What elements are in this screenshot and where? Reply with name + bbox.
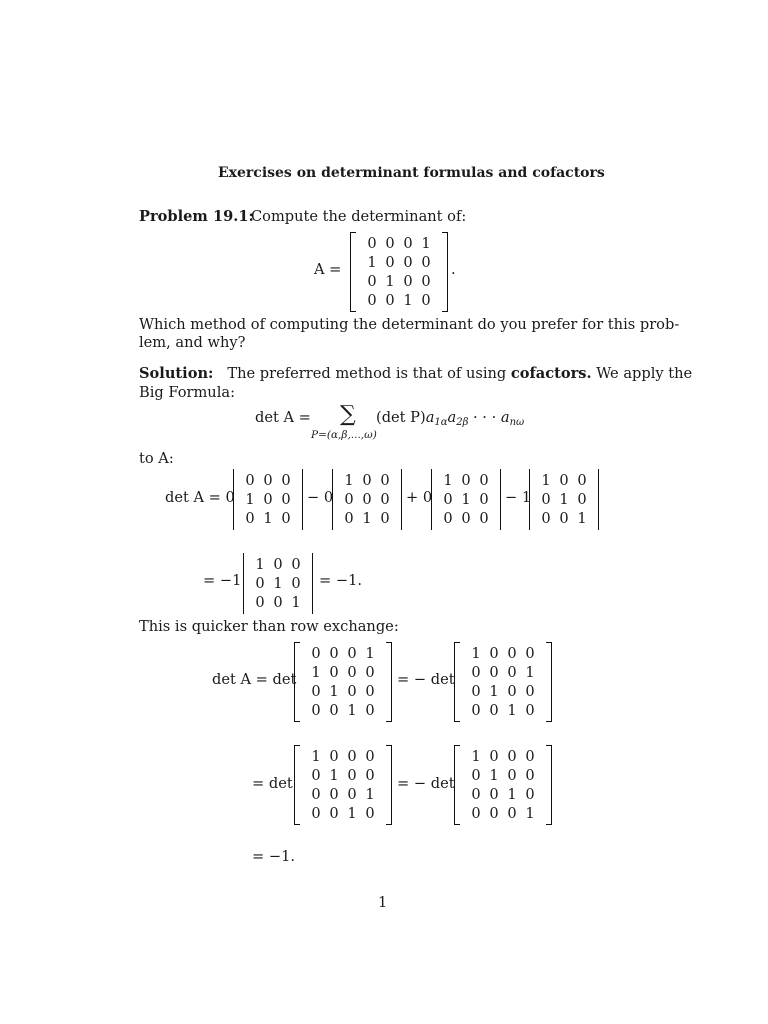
right-delimiter — [500, 469, 501, 530]
big-formula-lhs: det A = — [255, 409, 311, 426]
matrix-row — [340, 490, 394, 509]
matrix-grid — [300, 745, 386, 825]
matrix-cell: 0 — [365, 805, 375, 822]
matrix-cell: 1 — [471, 645, 481, 662]
matrix-cell: 1 — [263, 510, 273, 527]
matrix-grid — [460, 642, 546, 722]
matrix-row — [307, 701, 379, 720]
matrix-cell: 0 — [281, 510, 291, 527]
matrix-cell: 1 — [577, 510, 587, 527]
matrix-cell: 0 — [507, 645, 517, 662]
big-formula-term — [376, 411, 524, 426]
question-line-1: Which method of computing the determinant do you prefer for this prob- — [139, 316, 680, 333]
matrix-cell: 1 — [471, 748, 481, 765]
matrix-cell: 0 — [347, 748, 357, 765]
matrix-cell: 0 — [421, 292, 431, 309]
matrix-cell: 1 — [385, 273, 395, 290]
matrix-cell: 0 — [367, 273, 377, 290]
matrix-cell: 0 — [489, 664, 499, 681]
matrix-cell: 0 — [263, 491, 273, 508]
matrix-cell: 0 — [403, 273, 413, 290]
row-exchange-op-2: = − det — [397, 775, 455, 792]
matrix-cell: 0 — [471, 702, 481, 719]
term-an: a — [500, 409, 510, 426]
term-det: (det P) — [376, 409, 426, 426]
matrix-row — [340, 471, 394, 490]
expansion-lhs: det A = 0 — [165, 489, 235, 506]
matrix-grid — [333, 469, 401, 530]
matrix-row — [467, 644, 539, 663]
matrix-cell: 0 — [507, 664, 517, 681]
matrix-grid — [234, 469, 302, 530]
solution-text-bold: cofactors. — [510, 365, 592, 382]
matrix-row — [251, 593, 305, 612]
matrix-row — [251, 555, 305, 574]
page-number: 1 — [378, 894, 388, 911]
matrix-cell: 0 — [347, 683, 357, 700]
matrix-cell: 0 — [263, 472, 273, 489]
matrix-grid — [300, 642, 386, 722]
matrix-cell: 0 — [577, 472, 587, 489]
matrix-cell: 0 — [461, 472, 471, 489]
matrix-cell: 0 — [421, 273, 431, 290]
matrix-cell: 1 — [255, 556, 265, 573]
matrix-row — [363, 253, 435, 272]
problem-label: Problem 19.1: — [139, 208, 254, 225]
sum-index: P=(α,β,...,ω) — [311, 429, 377, 441]
matrix-row — [307, 766, 379, 785]
result-rhs: = −1. — [319, 572, 363, 589]
matrix-cell: 0 — [311, 645, 321, 662]
matrix-grid — [460, 745, 546, 825]
matrix-cell: 0 — [362, 491, 372, 508]
solution-text-pre: The preferred method is that of using — [227, 365, 511, 382]
solution-text-post: We apply the — [591, 365, 693, 382]
row-exchange-op-1: = − det — [397, 671, 455, 688]
matrix-cell: 0 — [507, 805, 517, 822]
matrix-cell: 0 — [365, 664, 375, 681]
matrix-cell: 1 — [245, 491, 255, 508]
matrix-cell: 0 — [311, 786, 321, 803]
matrix-cell: 0 — [311, 683, 321, 700]
matrix-cell: 0 — [255, 575, 265, 592]
matrix-cell: 0 — [365, 748, 375, 765]
matrix-cell: 1 — [344, 472, 354, 489]
matrix-cell: 0 — [344, 491, 354, 508]
matrix-cell: 0 — [507, 683, 517, 700]
matrix-cell: 1 — [461, 491, 471, 508]
matrix-cell: 0 — [291, 575, 301, 592]
matrix-cell: 0 — [471, 805, 481, 822]
matrix-cell: 0 — [403, 235, 413, 252]
matrix-grid — [530, 469, 598, 530]
matrix-cell: 0 — [273, 556, 283, 573]
matrix-cell: 0 — [479, 472, 489, 489]
matrix-cell: 1 — [507, 786, 517, 803]
matrix-cell: 0 — [347, 767, 357, 784]
right-delimiter — [442, 232, 448, 312]
result-lhs: = −1 — [203, 572, 242, 589]
matrix-cell: 1 — [525, 664, 535, 681]
matrix-cell: 0 — [525, 748, 535, 765]
matrix-cell: 0 — [329, 664, 339, 681]
matrix-a-period: . — [451, 261, 456, 278]
matrix-cell: 0 — [329, 748, 339, 765]
matrix-row — [251, 574, 305, 593]
matrix-cell: 1 — [559, 491, 569, 508]
minor-4 — [529, 469, 599, 530]
solution-label: Solution: — [139, 365, 214, 382]
matrix-cell: 0 — [541, 491, 551, 508]
matrix-cell: 0 — [525, 702, 535, 719]
matrix-cell: 0 — [479, 510, 489, 527]
matrix-cell: 1 — [347, 702, 357, 719]
matrix-cell: 0 — [479, 491, 489, 508]
matrix-row — [307, 804, 379, 823]
matrix-cell: 0 — [489, 702, 499, 719]
result-minor — [243, 553, 313, 614]
term-an-sub: nω — [509, 417, 525, 428]
matrix-row — [363, 291, 435, 310]
matrix-row — [307, 785, 379, 804]
row-exchange-lhs-2: = det — [252, 775, 293, 792]
page-title: Exercises on determinant formulas and cofactors — [218, 165, 605, 181]
matrix-cell: 0 — [380, 472, 390, 489]
matrix-row — [340, 509, 394, 528]
matrix-cell: 0 — [403, 254, 413, 271]
matrix-row — [307, 682, 379, 701]
matrix-cell: 0 — [291, 556, 301, 573]
matrix-m4 — [454, 745, 552, 825]
matrix-cell: 0 — [489, 805, 499, 822]
matrix-cell: 0 — [362, 472, 372, 489]
matrix-cell: 0 — [329, 786, 339, 803]
expansion-op-1: − 0 — [307, 489, 334, 506]
matrix-cell: 0 — [443, 491, 453, 508]
matrix-row — [467, 747, 539, 766]
matrix-a-lhs: A = — [314, 261, 342, 278]
matrix-cell: 0 — [281, 472, 291, 489]
matrix-cell: 0 — [365, 767, 375, 784]
matrix-cell: 1 — [329, 683, 339, 700]
matrix-cell: 0 — [245, 472, 255, 489]
matrix-cell: 0 — [380, 510, 390, 527]
matrix-cell: 0 — [367, 235, 377, 252]
matrix-cell: 0 — [255, 594, 265, 611]
matrix-row — [467, 785, 539, 804]
matrix-cell: 0 — [385, 235, 395, 252]
minor-2 — [332, 469, 402, 530]
matrix-cell: 0 — [471, 683, 481, 700]
solution-line-2: Big Formula: — [139, 384, 235, 401]
matrix-cell: 0 — [559, 510, 569, 527]
matrix-row — [363, 272, 435, 291]
matrix-cell: 0 — [311, 702, 321, 719]
matrix-row — [307, 663, 379, 682]
matrix-row — [439, 471, 493, 490]
matrix-cell: 0 — [311, 805, 321, 822]
matrix-grid — [356, 232, 442, 312]
matrix-row — [241, 490, 295, 509]
matrix-cell: 0 — [421, 254, 431, 271]
matrix-cell: 1 — [362, 510, 372, 527]
right-delimiter — [546, 642, 552, 722]
solution-line-1 — [139, 367, 692, 382]
matrix-cell: 1 — [311, 748, 321, 765]
expansion-op-3: − 1 — [505, 489, 532, 506]
matrix-cell: 1 — [421, 235, 431, 252]
matrix-cell: 0 — [273, 594, 283, 611]
matrix-row — [363, 234, 435, 253]
matrix-cell: 0 — [281, 491, 291, 508]
minor-3 — [431, 469, 501, 530]
matrix-cell: 0 — [525, 786, 535, 803]
matrix-row — [439, 509, 493, 528]
matrix-cell: 1 — [347, 805, 357, 822]
matrix-cell: 0 — [489, 786, 499, 803]
matrix-cell: 0 — [525, 767, 535, 784]
matrix-cell: 0 — [311, 767, 321, 784]
matrix-row — [467, 804, 539, 823]
matrix-cell: 0 — [577, 491, 587, 508]
matrix-cell: 0 — [367, 292, 377, 309]
matrix-cell: 1 — [541, 472, 551, 489]
final-result: = −1. — [252, 848, 296, 865]
matrix-cell: 0 — [347, 664, 357, 681]
matrix-cell: 0 — [471, 767, 481, 784]
matrix-row — [537, 471, 591, 490]
right-delimiter — [598, 469, 599, 530]
matrix-row — [307, 747, 379, 766]
question-line-2: lem, and why? — [139, 334, 246, 351]
sigma-symbol: ∑ — [340, 402, 356, 427]
matrix-row — [467, 663, 539, 682]
matrix-row — [307, 644, 379, 663]
matrix-m1 — [294, 642, 392, 722]
matrix-cell: 0 — [245, 510, 255, 527]
matrix-grid — [244, 553, 312, 614]
matrix-cell: 1 — [507, 702, 517, 719]
matrix-cell: 0 — [541, 510, 551, 527]
matrix-cell: 0 — [461, 510, 471, 527]
matrix-cell: 0 — [365, 683, 375, 700]
matrix-cell: 0 — [507, 767, 517, 784]
matrix-cell: 1 — [365, 786, 375, 803]
row-exchange-lhs-1: det A = det — [212, 671, 297, 688]
matrix-cell: 0 — [471, 664, 481, 681]
matrix-row — [537, 490, 591, 509]
matrix-a — [350, 232, 448, 312]
matrix-grid — [432, 469, 500, 530]
matrix-cell: 0 — [385, 292, 395, 309]
right-delimiter — [302, 469, 303, 530]
matrix-cell: 0 — [507, 748, 517, 765]
problem-text: Compute the determinant of: — [251, 208, 467, 225]
minor-1 — [233, 469, 303, 530]
matrix-cell: 1 — [525, 805, 535, 822]
term-dots: · · · — [473, 409, 497, 426]
expansion-op-2: + 0 — [406, 489, 433, 506]
matrix-cell: 0 — [385, 254, 395, 271]
matrix-row — [467, 766, 539, 785]
matrix-cell: 0 — [347, 645, 357, 662]
matrix-cell: 0 — [329, 702, 339, 719]
matrix-cell: 1 — [365, 645, 375, 662]
matrix-cell: 0 — [329, 645, 339, 662]
matrix-cell: 0 — [471, 786, 481, 803]
matrix-cell: 0 — [347, 786, 357, 803]
quicker-text: This is quicker than row exchange: — [139, 618, 399, 635]
matrix-cell: 0 — [443, 510, 453, 527]
matrix-cell: 0 — [380, 491, 390, 508]
matrix-row — [467, 682, 539, 701]
term-a2: a — [447, 409, 457, 426]
matrix-cell: 0 — [344, 510, 354, 527]
term-a2-sub: 2β — [456, 417, 469, 428]
right-delimiter — [546, 745, 552, 825]
matrix-row — [439, 490, 493, 509]
matrix-cell: 1 — [291, 594, 301, 611]
matrix-row — [241, 509, 295, 528]
matrix-cell: 0 — [489, 645, 499, 662]
to-a-text: to A: — [139, 450, 174, 467]
right-delimiter — [401, 469, 402, 530]
term-a1: a — [425, 409, 435, 426]
matrix-row — [537, 509, 591, 528]
matrix-row — [241, 471, 295, 490]
matrix-cell: 1 — [311, 664, 321, 681]
matrix-cell: 0 — [329, 805, 339, 822]
matrix-cell: 1 — [273, 575, 283, 592]
term-a1-sub: 1α — [434, 417, 448, 428]
matrix-m3 — [294, 745, 392, 825]
right-delimiter — [386, 642, 392, 722]
matrix-cell: 1 — [489, 683, 499, 700]
matrix-m2 — [454, 642, 552, 722]
matrix-cell: 0 — [559, 472, 569, 489]
matrix-cell: 1 — [329, 767, 339, 784]
right-delimiter — [386, 745, 392, 825]
matrix-cell: 0 — [525, 683, 535, 700]
matrix-cell: 0 — [365, 702, 375, 719]
matrix-cell: 1 — [367, 254, 377, 271]
matrix-row — [467, 701, 539, 720]
matrix-cell: 0 — [525, 645, 535, 662]
matrix-cell: 1 — [489, 767, 499, 784]
matrix-cell: 0 — [489, 748, 499, 765]
matrix-cell: 1 — [403, 292, 413, 309]
right-delimiter — [312, 553, 313, 614]
matrix-cell: 1 — [443, 472, 453, 489]
